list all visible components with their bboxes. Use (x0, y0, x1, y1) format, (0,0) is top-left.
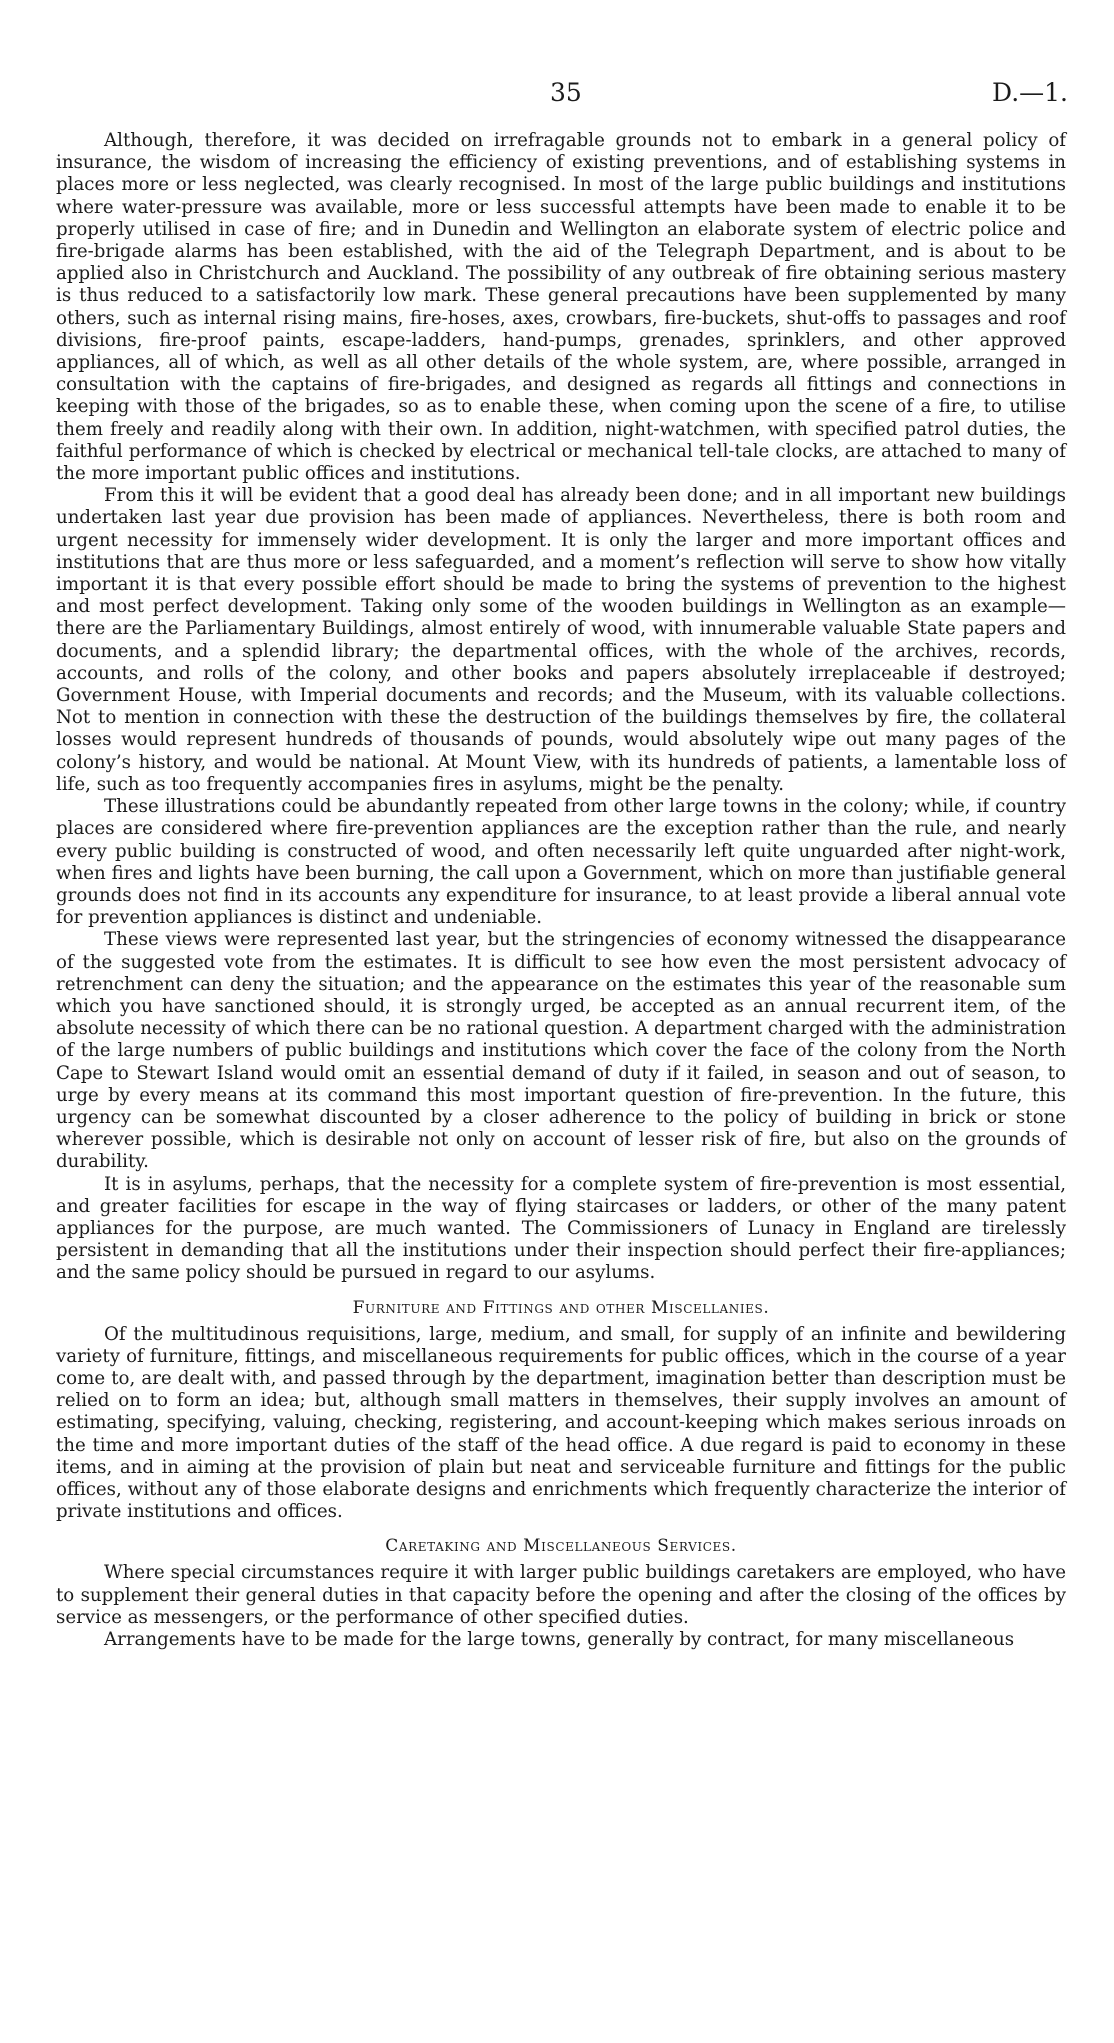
page-header (0, 78, 1114, 110)
section-heading-caretaking: Caretaking and Miscellaneous Services. (385, 1536, 737, 1557)
document-reference: D.—1. (992, 78, 1068, 107)
paragraph-insurance-policy: Although, therefore, it was decided on irrefragable grounds not to embark in a general policy of insurance, the wisdom of increasing the efficiency of existing preventions, and of establishing systems in places more or less neglected, was clearly recognised. In most of the large public buildings and institutions where water-pressure was available, more or less successful attempts have been made to enable it to be properly utilised in case of fire; and in Dunedin and Wellington an elaborate system of electric police and fire-brigade alarms has been established, with the aid of the Telegraph Department, and is about to be applied also in Christchurch and Auckland. The possibility of any outbreak of fire obtaining serious mastery is thus reduced to a satisfactorily low mark. These general precautions have been supplemented by many others, such as internal rising mains, fire-hoses, axes, crowbars, fire-buckets, shut-offs to passages and roof divisions, fire-proof paints, escape-ladders, hand-pumps, grenades, sprinklers, and other approved appliances, all of which, as well as all other details of the whole system, are, where possible, arranged in consultation with the captains of fire-brigades, and designed as regards all fittings and connections in keeping with those of the brigades, so as to enable these, when coming upon the scene of a fire, to utilise them freely and readily along with their own. In addition, night-watchmen, with specified patrol duties, the faithful performance of which is checked by electrical or mechanical tell-tale clocks, are attached to many of the more important public offices and institutions. (56, 130, 1066, 485)
paragraph-furniture: Of the multitudinous requisitions, large, medium, and small, for supply of an infinite and bewildering variety of furniture, fittings, and miscellaneous requirements for public offices, which in the course of a year come to, are dealt with, and passed through by the department, imagination better than description must be relied on to form an idea; but, although small matters in themselves, their supply involves an amount of estimating, specifying, valuing, checking, registering, and account-keeping which makes serious inroads on the time and more important duties of the staff of the head office. A due regard is paid to economy in these items, and in aiming at the provision of plain but neat and serviceable furniture and fittings for the public offices, without any of those elaborate designs and enrichments which frequently characterize the interior of private institutions and offices. (56, 1323, 1066, 1523)
page-body (56, 130, 1066, 1651)
paragraph-estimates-vote: These views were represented last year, but the stringencies of economy witnessed the disappearance of the suggested vote from the estimates. It is difficult to see how even the most persistent advocacy of retrenchment can deny the situation; and the appearance on the estimates this year of the reasonable sum which you have sanctioned should, it is strongly urged, be accepted as an annual recurrent item, of the absolute necessity of which there can be no rational question. A department charged with the administration of the large numbers of public buildings and institutions which cover the face of the colony from the North Cape to Stewart Island would omit an essential demand of duty if it failed, in season and out of season, to urge by every means at its command this most important question of fire-prevention. In the future, this urgency can be somewhat discounted by a closer adherence to the policy of building in brick or stone wherever possible, which is desirable not only on account of lesser risk of fire, but also on the grounds of durability. (56, 929, 1066, 1173)
paragraph-arrangements: Arrangements have to be made for the large towns, generally by contract, for many miscellaneous (104, 1629, 1015, 1650)
page-number: 35 (550, 78, 582, 107)
paragraph-country-places: These illustrations could be abundantly repeated from other large towns in the colony; while, if country places are considered where fire-prevention appliances are the exception rather than the rule, and nearly every public building is constructed of wood, and often necessarily left quite unguarded after night-work, when fires and lights have been burning, the call upon a Government, which on more than justifiable general grounds does not find in its accounts any expenditure for insurance, to at least provide a liberal annual vote for prevention appliances is distinct and undeniable. (56, 796, 1066, 929)
paragraph-caretakers: Where special circumstances require it with larger public buildings caretakers are employed, who have to supplement their general duties in that capacity before the opening and after the closing of the offices by service as messengers, or the performance of other specified duties. (56, 1562, 1066, 1628)
section-heading-furniture: Furniture and Fittings and other Miscellanies. (352, 1297, 770, 1318)
paragraph-asylums: It is in asylums, perhaps, that the necessity for a complete system of fire-prevention is most essential, and greater facilities for escape in the way of flying staircases or ladders, or other of the many patent appliances for the purpose, are much wanted. The Commissioners of Lunacy in England are tirelessly persistent in demanding that all the institutions under their inspection should perfect their fire-appliances; and the same policy should be pursued in regard to our asylums. (56, 1173, 1066, 1284)
paragraph-wooden-buildings: From this it will be evident that a good deal has already been done; and in all important new buildings undertaken last year due provision has been made of appliances. Nevertheless, there is both room and urgent necessity for immensely wider development. It is only the larger and more important offices and institutions that are thus more or less safeguarded, and a moment’s reflection will serve to show how vitally important it is that every possible effort should be made to bring the systems of prevention to the highest and most perfect development. Taking only some of the wooden buildings in Wellington as an example—there are the Parliamentary Buildings, almost entirely of wood, with innumerable valuable State papers and documents, and a splendid library; the departmental offices, with the whole of the archives, records, accounts, and rolls of the colony, and other books and papers absolutely irreplaceable if destroyed; Government House, with Imperial documents and records; and the Museum, with its valuable collections. Not to mention in connection with these the destruction of the buildings themselves by fire, the collateral losses would represent hundreds of thousands of pounds, would absolutely wipe out many pages of the colony’s history, and would be national. At Mount View, with its hundreds of patients, a lamentable loss of life, such as too frequently accompanies fires in asylums, might be the penalty. (56, 485, 1066, 795)
